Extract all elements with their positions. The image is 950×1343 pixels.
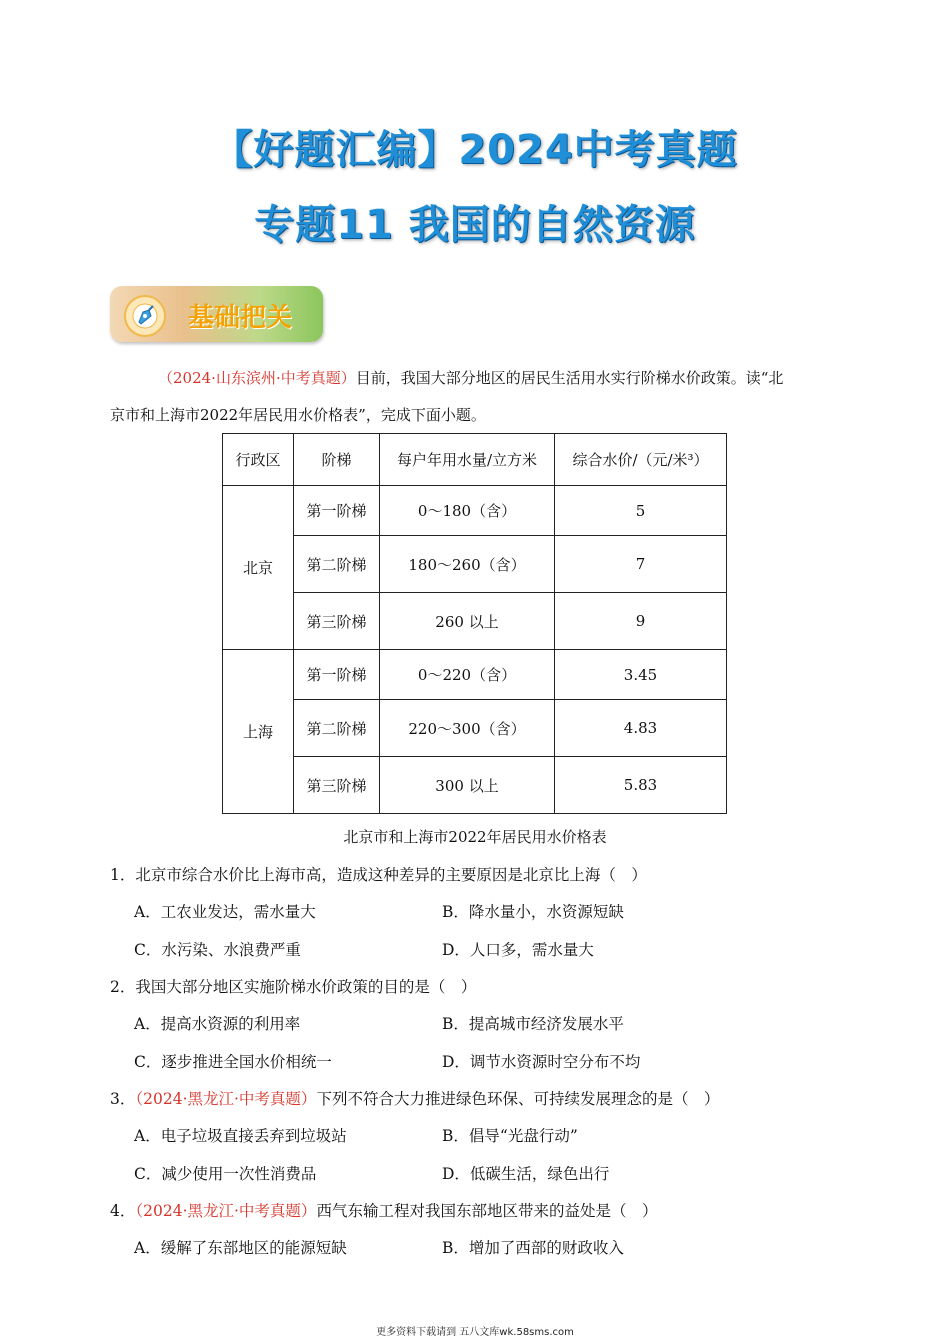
intro-paragraph-line1: [158, 368, 783, 388]
question-3: [110, 1087, 719, 1109]
volume-cell: 300 以上: [380, 757, 555, 814]
region-cell: 上海: [223, 650, 294, 814]
table-row: [223, 757, 727, 814]
question-source: （2024·黑龙江·中考真题）: [135, 1202, 317, 1220]
tier-cell: 第一阶梯: [294, 486, 380, 536]
price-cell: 5: [555, 486, 727, 536]
price-cell: 7: [555, 536, 727, 593]
question-source: （2024·山东滨州·中考真题）: [158, 369, 356, 387]
question-number: 2．: [110, 978, 136, 996]
price-cell: 9: [555, 593, 727, 650]
table-row: [223, 700, 727, 757]
water-price-table: [222, 433, 727, 814]
price-cell: 4.83: [555, 700, 727, 757]
table-row: [223, 593, 727, 650]
option-b[interactable]: B．增加了西部的财政收入: [442, 1239, 624, 1257]
table-header-cell: 行政区: [223, 434, 294, 486]
option-d[interactable]: D．低碳生活，绿色出行: [442, 1165, 610, 1183]
volume-cell: 260 以上: [380, 593, 555, 650]
table-row: [223, 536, 727, 593]
option-a[interactable]: A．缓解了东部地区的能源短缺: [134, 1239, 347, 1257]
volume-cell: 0～220（含）: [380, 650, 555, 700]
price-cell: 5.83: [555, 757, 727, 814]
volume-cell: 0～180（含）: [380, 486, 555, 536]
tier-cell: 第一阶梯: [294, 650, 380, 700]
intro-text: 目前，我国大部分地区的居民生活用水实行阶梯水价政策。读“北: [355, 369, 784, 387]
pen-nib-icon: [124, 295, 166, 337]
option-d[interactable]: D．人口多，需水量大: [442, 941, 594, 959]
document-title-line1: 【好题汇编】2024中考真题: [212, 127, 738, 173]
question-number: 1．: [110, 866, 136, 884]
section-badge-label: 基础把关: [188, 303, 293, 333]
tier-cell: 第三阶梯: [294, 593, 380, 650]
question-number: 4．: [110, 1202, 136, 1220]
question-number: 3．: [110, 1090, 136, 1108]
table-header-row: [223, 434, 727, 486]
option-b[interactable]: B．倡导“光盘行动”: [442, 1127, 578, 1145]
question-1: [110, 863, 647, 885]
option-a[interactable]: A．工农业发达，需水量大: [134, 903, 316, 921]
question-4: [110, 1199, 657, 1221]
question-2: [110, 975, 476, 997]
question-stem: 西气东输工程对我国东部地区带来的益处是（ ）: [316, 1202, 658, 1220]
table-row: [223, 486, 727, 536]
table-caption: 北京市和上海市2022年居民用水价格表: [343, 828, 607, 846]
region-cell: 北京: [223, 486, 294, 650]
tier-cell: 第三阶梯: [294, 757, 380, 814]
page-footer: 更多资料下载请到 五八文库wk.58sms.com: [376, 1327, 574, 1338]
option-a[interactable]: A．提高水资源的利用率: [134, 1015, 301, 1033]
table-header-cell: 综合水价/（元/米³）: [555, 434, 727, 486]
section-badge: [110, 286, 323, 342]
tier-cell: 第二阶梯: [294, 700, 380, 757]
option-b[interactable]: B．降水量小，水资源短缺: [442, 903, 624, 921]
option-c[interactable]: C．逐步推进全国水价相统一: [134, 1053, 332, 1071]
question-stem: 下列不符合大力推进绿色环保、可持续发展理念的是（ ）: [316, 1090, 720, 1108]
volume-cell: 180～260（含）: [380, 536, 555, 593]
price-cell: 3.45: [555, 650, 727, 700]
document-title-line2: 专题11 我国的自然资源: [254, 202, 696, 248]
option-c[interactable]: C．减少使用一次性消费品: [134, 1165, 317, 1183]
option-b[interactable]: B．提高城市经济发展水平: [442, 1015, 624, 1033]
option-c[interactable]: C．水污染、水浪费严重: [134, 941, 301, 959]
question-stem: 北京市综合水价比上海市高，造成这种差异的主要原因是北京比上海（ ）: [135, 866, 647, 884]
intro-paragraph-line2: 京市和上海市2022年居民用水价格表”，完成下面小题。: [110, 406, 486, 424]
question-stem: 我国大部分地区实施阶梯水价政策的目的是（ ）: [135, 978, 477, 996]
option-a[interactable]: A．电子垃圾直接丢弃到垃圾站: [134, 1127, 347, 1145]
question-source: （2024·黑龙江·中考真题）: [135, 1090, 317, 1108]
table-row: [223, 650, 727, 700]
table-header-cell: 阶梯: [294, 434, 380, 486]
option-d[interactable]: D．调节水资源时空分布不均: [442, 1053, 641, 1071]
table-header-cell: 每户年用水量/立方米: [380, 434, 555, 486]
tier-cell: 第二阶梯: [294, 536, 380, 593]
volume-cell: 220～300（含）: [380, 700, 555, 757]
